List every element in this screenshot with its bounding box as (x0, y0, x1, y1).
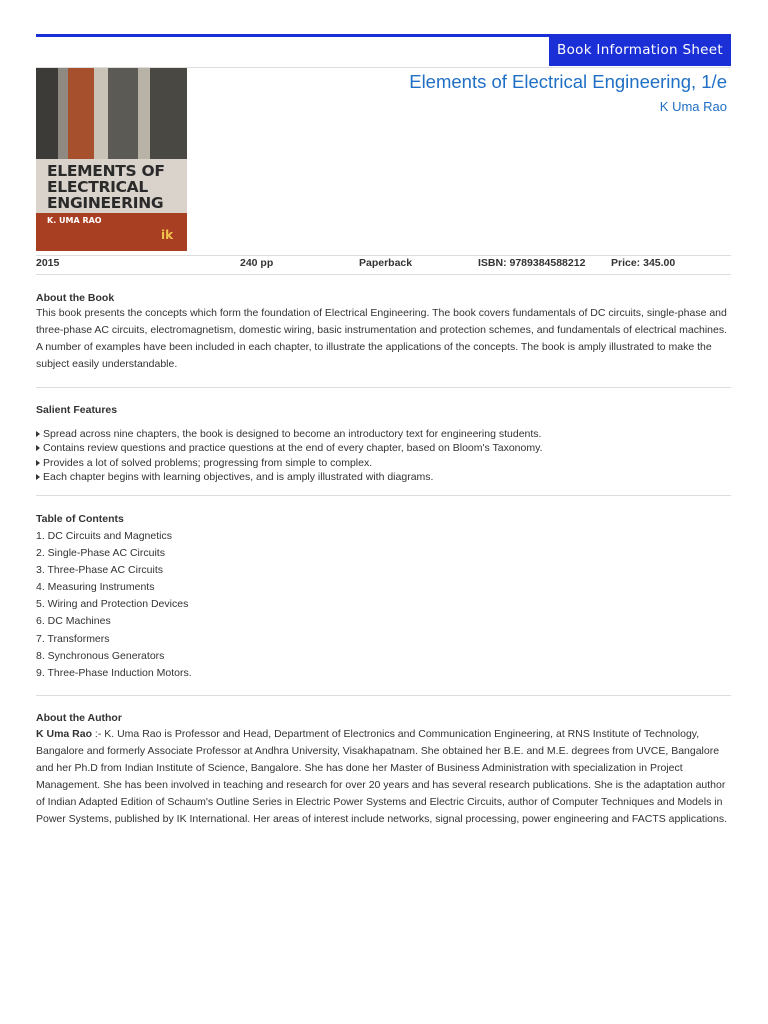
author-name: K Uma Rao (36, 728, 93, 740)
toc-item: 6. DC Machines (36, 615, 111, 628)
about-author-text: K Uma Rao :- K. Uma Rao is Professor and Head, Department of Electronics and Communication Engineering, at RNS Institute of Technology, Bangalore and formerly Associate Professor at Andhra University, Visakhapatnam. She obtained her B.E. and M.E. degrees from UVCE, Bangalore and her Ph.D from Indian Institute of Science, Bangalore. She has done her Master of Business Administration with specialization in Project Management. She has been involved in teaching and research for over 20 years and has several research publications. She is the adaptation author of Indian Adapted Edition of Schaum's Outline Series in Electric Power Systems and Electric Circuits, author of Computer Techniques and Models in Power Systems, published by IK International. Her areas of interest include networks, signal processing, power engineering and FACTS applications. (36, 728, 728, 825)
divider (36, 695, 731, 696)
salient-features-heading: Salient Features (36, 404, 118, 416)
list-item: Each chapter begins with learning objectives, and is amply illustrated with diagrams. (36, 470, 731, 484)
book-author: K Uma Rao (659, 99, 727, 114)
toc-item: 4. Measuring Instruments (36, 581, 155, 594)
cover-photo (36, 68, 187, 159)
divider (36, 387, 731, 388)
toc-item: 3. Three-Phase AC Circuits (36, 564, 164, 577)
meta-binding: Paperback (359, 257, 413, 269)
toc-item: 2. Single-Phase AC Circuits (36, 547, 165, 560)
bullet-arrow-icon (36, 431, 40, 437)
salient-features-list (36, 427, 731, 484)
divider (36, 495, 731, 496)
list-item: Provides a lot of solved problems; progressing from simple to complex. (36, 456, 731, 470)
bullet-arrow-icon (36, 460, 40, 466)
toc-heading: Table of Contents (36, 513, 124, 525)
sheet-label: Book Information Sheet (549, 34, 731, 66)
about-author-heading: About the Author (36, 712, 122, 724)
book-meta-row (36, 257, 731, 273)
toc-item: 8. Synchronous Generators (36, 649, 165, 662)
book-title: Elements of Electrical Engineering, 1/e (409, 71, 727, 92)
divider (36, 274, 731, 275)
meta-price: Price: 345.00 (611, 257, 676, 269)
about-book-text: This book presents the concepts which form the foundation of Electrical Engineering. The book covers fundamentals of DC circuits, single-phase and three-phase AC circuits, electromagnetism, domestic wiring, basic instrumentation and protection schemes, and fundamentals of electrical machines. A number of examples have been included in each chapter, to illustrate the applications of the concepts. The book is amply illustrated to make the subject easily understandable. (36, 307, 727, 370)
meta-year: 2015 (36, 257, 60, 269)
list-item: Contains review questions and practice questions at the end of every chapter, based on Bloom's Taxonomy. (36, 441, 731, 455)
divider (36, 255, 731, 256)
toc-item: 1. DC Circuits and Magnetics (36, 530, 172, 542)
cover-title: ELEMENTS OF ELECTRICAL ENGINEERING (47, 162, 165, 212)
list-item: Spread across nine chapters, the book is designed to become an introductory text for engineering students. (36, 427, 731, 441)
toc-item: 5. Wiring and Protection Devices (36, 598, 189, 611)
publisher-logo: ik (161, 228, 174, 242)
about-book-heading: About the Book (36, 292, 115, 304)
bullet-arrow-icon (36, 474, 40, 480)
toc-item: 7. Transformers (36, 632, 110, 645)
meta-pages: 240 pp (240, 257, 274, 269)
meta-isbn: ISBN: 9789384588212 (478, 257, 586, 269)
cover-author: K. UMA RAO (47, 216, 102, 225)
book-cover-image (36, 68, 187, 251)
toc-list (36, 528, 192, 682)
bullet-arrow-icon (36, 445, 40, 451)
toc-item: 9. Three-Phase Induction Motors. (36, 666, 192, 679)
